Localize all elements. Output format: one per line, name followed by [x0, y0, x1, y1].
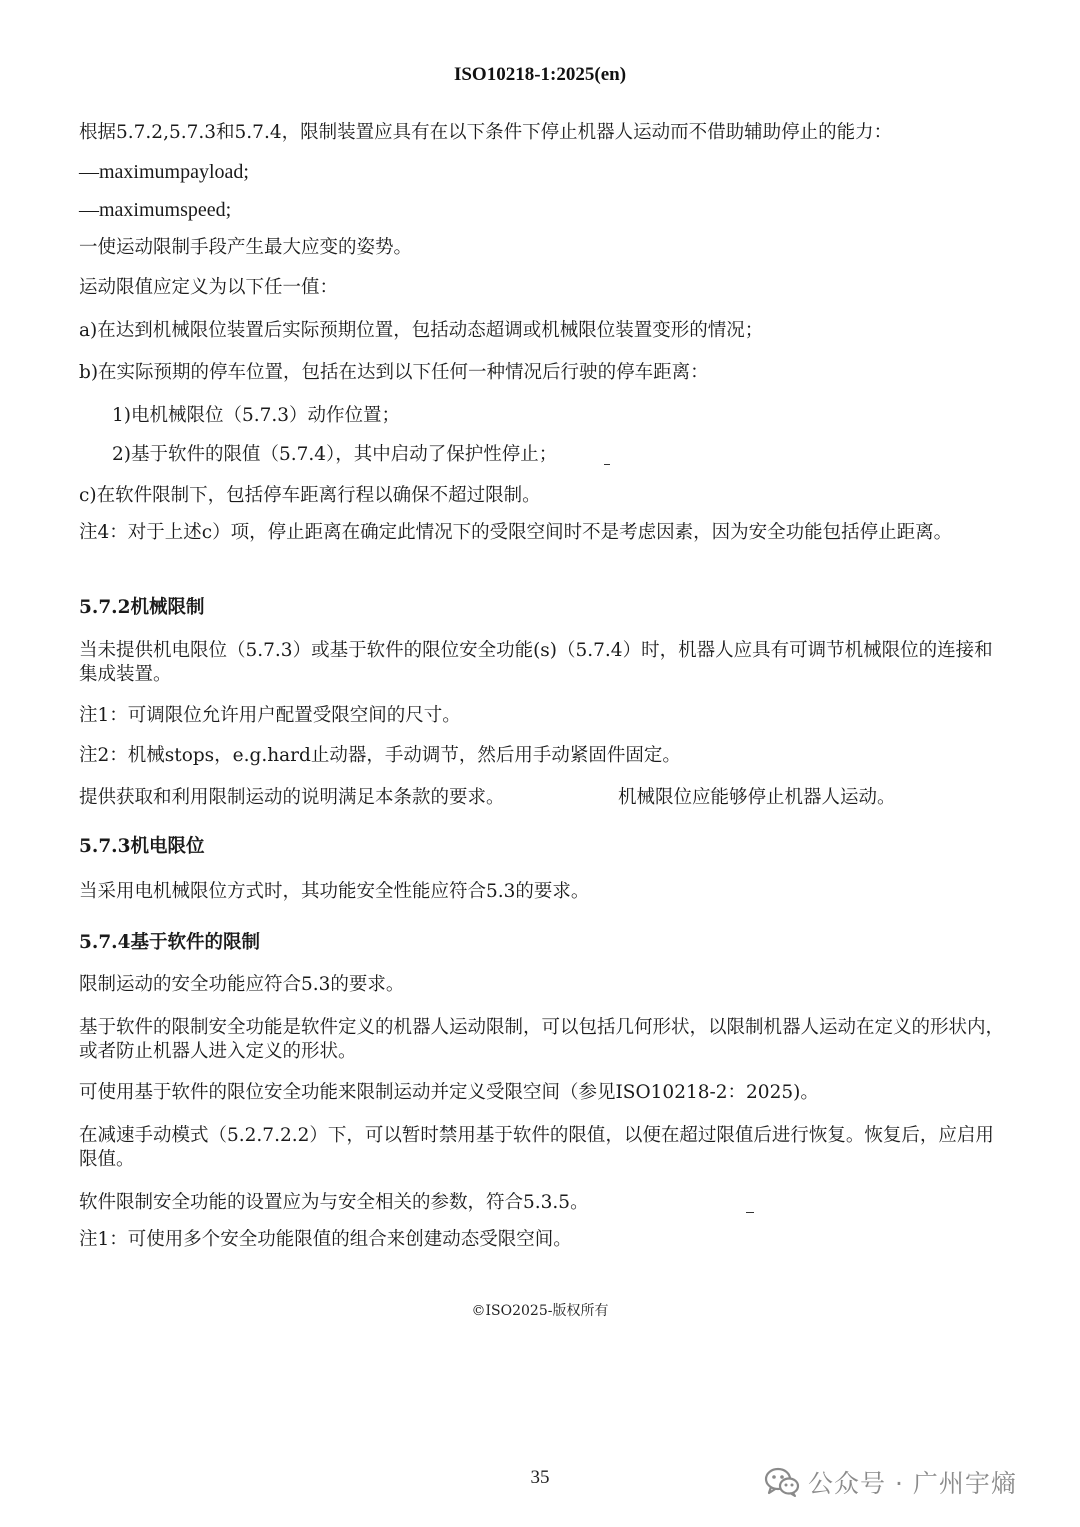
paragraph: 基于软件的限制安全功能是软件定义的机器人运动限制，可以包括几何形状，以限制机器人运动在定义的形状内，或者防止机器人进入定义的形状。	[79, 1017, 1005, 1062]
paragraph-part: 机械限位应能够停止机器人运动。	[618, 787, 896, 808]
scan-mark	[604, 464, 610, 465]
list-item: a)在达到机械限位装置后实际预期位置，包括动态超调或机械限位装置变形的情况；	[79, 320, 764, 341]
paragraph: 当未提供机电限位（5.7.3）或基于软件的限位安全功能(s)（5.7.4）时，机器人应具有可调节机械限位的连接和集成装置。	[79, 640, 993, 685]
copyright-notice: ©ISO2025-版权所有	[471, 1303, 609, 1319]
section-heading: 5.7.4基于软件的限制	[79, 932, 260, 953]
page-number: 35	[530, 1467, 550, 1488]
paragraph: 可使用基于软件的限位安全功能来限制运动并定义受限空间（参见ISO10218-2：2025)。	[79, 1082, 819, 1103]
note: 注4：对于上述c）项，停止距离在确定此情况下的受限空间时不是考虑因素，因为安全功能包括停止距离。	[79, 522, 953, 543]
paragraph: 根据5.7.2,5.7.3和5.7.4，限制装置应具有在以下条件下停止机器人运动而不借助辅助停止的能力：	[79, 122, 893, 143]
wechat-icon	[764, 1467, 800, 1497]
sub-list-item: 2)基于软件的限值（5.7.4），其中启动了保护性停止；	[112, 444, 558, 465]
watermark	[764, 1464, 1017, 1500]
note: 注1：可调限位允许用户配置受限空间的尺寸。	[79, 705, 461, 726]
paragraph: 当采用电机械限位方式时，其功能安全性能应符合5.3的要求。	[79, 881, 590, 902]
list-item: —maximumspeed;	[79, 199, 232, 221]
section-heading: 5.7.2机械限制	[79, 597, 205, 618]
document-header: ISO10218-1:2025(en)	[453, 64, 627, 85]
paragraph: 限制运动的安全功能应符合5.3的要求。	[79, 974, 405, 995]
paragraph: 运动限值应定义为以下任一值：	[79, 277, 339, 298]
paragraph: 在减速手动模式（5.2.7.2.2）下，可以暂时禁用基于软件的限值，以便在超过限值后进行恢复。恢复后，应启用限值。	[79, 1125, 994, 1170]
list-item: b)在实际预期的停车位置，包括在达到以下任何一种情况后行驶的停车距离：	[79, 362, 709, 383]
list-item: 一使运动限制手段产生最大应变的姿势。	[79, 237, 413, 258]
paragraph: 软件限制安全功能的设置应为与安全相关的参数，符合5.3.5。	[79, 1192, 589, 1213]
paragraph-part: 提供获取和利用限制运动的说明满足本条款的要求。	[79, 787, 505, 808]
section-heading: 5.7.3机电限位	[79, 836, 205, 857]
watermark-text: 公众号 · 广州宇熵	[808, 1469, 1017, 1498]
list-item: —maximumpayload;	[79, 161, 249, 183]
list-item: c)在软件限制下，包括停车距离行程以确保不超过限制。	[79, 485, 541, 506]
sub-list-item: 1)电机械限位（5.7.3）动作位置；	[112, 405, 401, 426]
note: 注1：可使用多个安全功能限值的组合来创建动态受限空间。	[79, 1229, 572, 1250]
scan-mark	[746, 1212, 754, 1213]
note: 注2：机械stops，e.g.hard止动器，手动调节，然后用手动紧固件固定。	[79, 745, 681, 766]
